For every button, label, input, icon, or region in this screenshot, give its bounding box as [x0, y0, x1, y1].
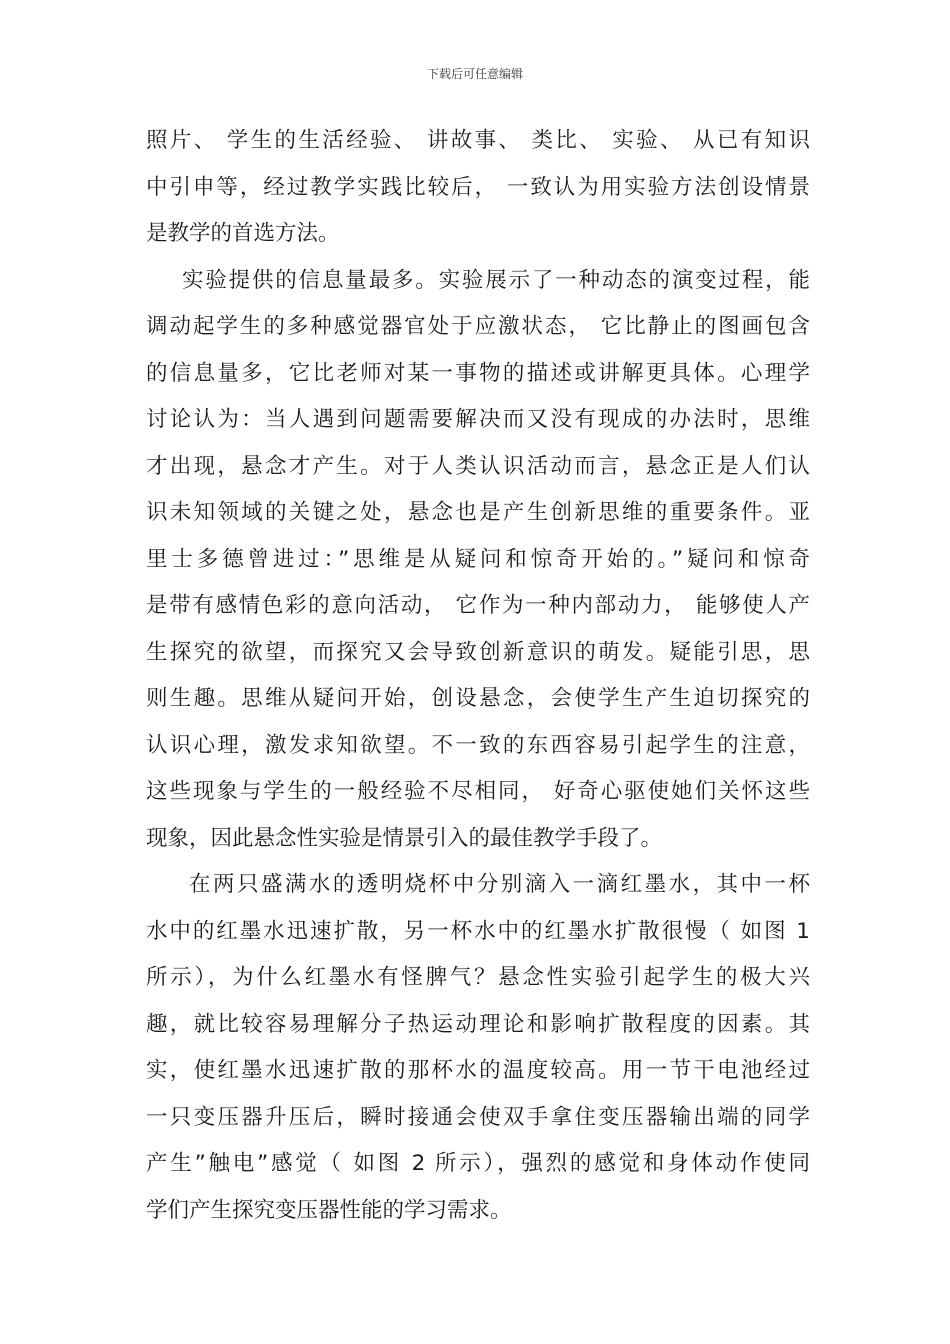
text-line: 是带有感情色彩的意向活动， 它作为一种内部动力， 能够使人产: [146, 593, 810, 618]
text-line: 讨论认为：当人遇到问题需要解决而又没有现成的办法时，思维: [146, 407, 810, 432]
paragraph-2: [146, 258, 810, 863]
body-text: [146, 118, 810, 1234]
text-line: 现象，因此悬念性实验是情景引入的最佳教学手段了。: [146, 825, 663, 851]
page-header: 下载后可任意编辑: [426, 67, 523, 81]
text-line: 是教学的首选方法。: [146, 221, 340, 246]
text-line: 学们产生探究变压器性能的学习需求。: [146, 1197, 512, 1223]
text-line: 才出现，悬念才产生。对于人类认识活动而言，悬念正是人们认: [146, 453, 810, 479]
text-line: 调动起学生的多种感觉器官处于应激状态， 它比静止的图画包含: [146, 314, 810, 339]
text-line: 认识心理，激发求知欲望。不一致的东西容易引起学生的注意，: [146, 732, 810, 758]
text-line: 水中的红墨水迅速扩散，另一杯水中的红墨水扩散很慢（ 如图 1: [146, 918, 810, 944]
text-line: 的信息量多，它比老师对某一事物的描述或讲解更具体。心理学: [146, 360, 810, 386]
text-line: 产生”触电”感觉（ 如图 2 所示），强烈的感觉和身体动作使同: [146, 1151, 810, 1176]
text-line: 所示），为什么红墨水有怪脾气？悬念性实验引起学生的极大兴: [146, 965, 810, 990]
text-line: 一只变压器升压后，瞬时接通会使双手拿住变压器输出端的同学: [146, 1104, 810, 1130]
text-line: 生探究的欲望，而探究又会导致创新意识的萌发。疑能引思，思: [146, 639, 810, 665]
text-line: 里士多德曾进过：”思维是从疑问和惊奇开始的。”疑问和惊奇: [146, 546, 810, 572]
paragraph-3: [146, 862, 810, 1234]
text-line: 这些现象与学生的一般经验不尽相同， 好奇心驱使她们关怀这些: [146, 779, 810, 804]
text-line: 趣，就比较容易理解分子热运动理论和影响扩散程度的因素。其: [146, 1011, 810, 1037]
text-line: 实，使红墨水迅速扩散的那杯水的温度较高。用一节干电池经过: [146, 1058, 810, 1083]
paragraph-1: [146, 118, 810, 258]
text-line: 则生趣。思维从疑问开始，创设悬念，会使学生产生迫切探究的: [146, 686, 810, 711]
text-line: 中引申等，经过教学实践比较后， 一致认为用实验方法创设情景: [146, 174, 810, 200]
text-line: 实验提供的信息量最多。实验展示了一种动态的演变过程，能: [182, 267, 810, 293]
text-line: 识未知领域的关键之处，悬念也是产生创新思维的重要条件。亚: [146, 500, 810, 525]
text-line: 照片、 学生的生活经验、 讲故事、 类比、 实验、 从已有知识: [146, 128, 810, 153]
text-line: 在两只盛满水的透明烧杯中分别滴入一滴红墨水，其中一杯: [189, 872, 810, 897]
